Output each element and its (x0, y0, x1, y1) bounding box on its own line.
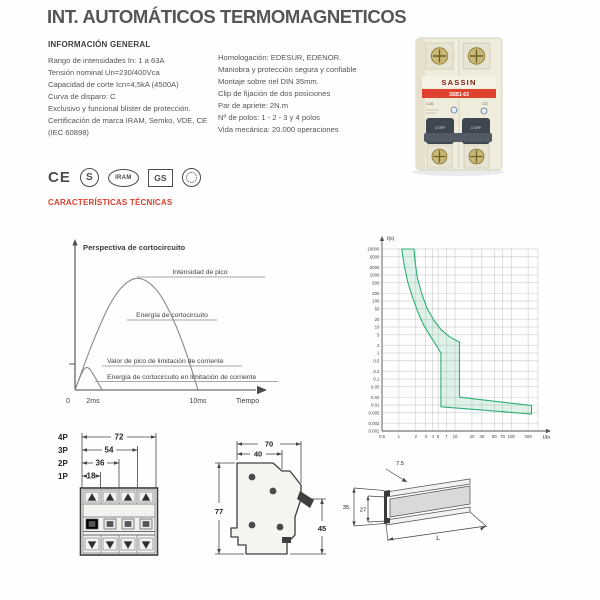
svg-text:45: 45 (317, 524, 327, 533)
sc-xlabel: Tiempo (236, 398, 260, 405)
sc-tick-10ms: 10ms (189, 398, 207, 405)
spec-line: Certificación de marca IRAM, Semko, VDE, CE (IEC 60898) (48, 116, 208, 137)
svg-text:0.02: 0.02 (370, 394, 380, 400)
svg-text:18: 18 (86, 471, 96, 481)
page-title: INT. AUTOMÁTICOS TERMOMAGNETICOS (47, 6, 407, 27)
svg-text:1000: 1000 (369, 272, 380, 278)
sc-label-limited-energy: Energía de cortocircuito en limitación de corriente (107, 374, 257, 381)
spec-line: Nº de polos: 1 - 2 - 3 y 4 polos (218, 113, 320, 122)
trip-xlabel: I/In (543, 435, 551, 441)
svg-text:1: 1 (397, 434, 401, 439)
toggle-text-2: O OFF (470, 126, 482, 130)
brand-text: SASSIN (441, 78, 477, 87)
svg-text:5: 5 (436, 434, 440, 439)
svg-text:500: 500 (372, 280, 380, 286)
svg-text:20: 20 (469, 434, 475, 439)
svg-text:0.5: 0.5 (378, 434, 386, 439)
spec-line: Clip de fijación de dos posiciones (218, 89, 331, 98)
svg-text:2000: 2000 (369, 264, 380, 270)
sc-reference-lines (95, 277, 278, 382)
svg-text:20: 20 (374, 316, 380, 322)
rating-text: C16 (426, 101, 434, 106)
trip-curve-chart (352, 233, 552, 462)
spec-line: Par de apriete: 2N.m (218, 101, 289, 110)
spec-line: Montaje sobre riel DIN 35mm. (218, 77, 319, 86)
svg-text:50: 50 (491, 434, 497, 439)
svg-text:3P: 3P (58, 446, 68, 455)
svg-text:1: 1 (377, 350, 380, 356)
svg-text:30: 30 (479, 434, 485, 439)
trip-band (402, 249, 532, 414)
svg-text:2P: 2P (58, 459, 68, 468)
shortcircuit-chart (50, 233, 360, 438)
sc-tick-2ms: 2ms (86, 398, 100, 405)
svg-text:100: 100 (507, 434, 515, 439)
trip-y-tick-labels (367, 247, 380, 434)
toggle-text-1: O OFF (434, 126, 446, 130)
svg-text:0.2: 0.2 (373, 368, 380, 374)
iram-mark-icon: IRAM (108, 169, 139, 187)
din-rail-drawing (338, 452, 493, 577)
front-dim-labels (58, 433, 68, 481)
sc-label-energy: Energía de cortocircuito (136, 312, 208, 319)
ce-mark-icon: CE (48, 169, 71, 186)
spec-line: Exclusivo y funcional blister de protección. (48, 104, 191, 113)
spec-column-left (48, 55, 216, 139)
svg-text:L: L (436, 535, 440, 542)
svg-text:200: 200 (372, 290, 380, 296)
svg-text:5000: 5000 (369, 254, 380, 260)
svg-text:0.1: 0.1 (373, 376, 380, 382)
spec-line: Capacidad de corte Icn=4,5kA (4500A) (48, 80, 179, 89)
ce-small-text: CE (482, 101, 489, 106)
svg-text:2: 2 (377, 342, 380, 348)
svg-text:1P: 1P (58, 472, 68, 481)
rail-end-section (384, 490, 390, 524)
svg-text:2: 2 (414, 434, 418, 439)
svg-text:0.05: 0.05 (370, 384, 380, 390)
svg-text:36: 36 (95, 458, 105, 468)
side-view-drawing (210, 437, 335, 577)
section-label-general: INFORMACIÓN GENERAL (48, 40, 151, 49)
sc-label-peak: Intensidad de pico (172, 269, 228, 276)
svg-text:7: 7 (445, 434, 448, 439)
svg-text:0.005: 0.005 (368, 410, 380, 416)
product-photo (396, 32, 520, 178)
svg-text:54: 54 (104, 445, 114, 455)
svg-text:40: 40 (253, 449, 263, 459)
breaker-side-shade (416, 38, 425, 170)
svg-text:70: 70 (500, 434, 505, 439)
sc-label-limited-peak: Valor de pico de limitación de corriente (107, 358, 224, 365)
svg-text:0.01: 0.01 (370, 402, 380, 408)
svg-text:3: 3 (424, 434, 427, 439)
semko-mark-icon: S (80, 168, 99, 187)
svg-text:77: 77 (214, 507, 224, 516)
model-text: 3SB1-63 (449, 91, 469, 98)
svg-text:200: 200 (524, 434, 532, 439)
svg-text:35: 35 (342, 505, 350, 511)
certification-marks (48, 168, 201, 187)
svg-text:4P: 4P (58, 433, 68, 442)
section-label-tech: CARACTERÍSTICAS TÉCNICAS (48, 198, 173, 207)
round-seal-icon (182, 168, 201, 187)
rail-body (386, 479, 470, 525)
spec-line: Curva de disparo: C (48, 92, 116, 101)
spec-line: Maniobra y protección segura y confiable (218, 65, 357, 74)
sc-title: Perspectiva de cortocircuito (83, 243, 186, 252)
front-dim-values (87, 433, 124, 481)
svg-text:0.001: 0.001 (368, 428, 380, 434)
side-din-clip (282, 537, 291, 543)
svg-text:7.5: 7.5 (395, 461, 405, 467)
trip-x-tick-labels (379, 434, 532, 439)
svg-text:0.5: 0.5 (373, 358, 380, 364)
trip-ylabel: t(s) (387, 236, 395, 242)
spec-line: Vida mecánica: 20.000 operaciones (218, 125, 339, 134)
sc-tick-0: 0 (66, 398, 70, 405)
svg-text:100: 100 (372, 298, 380, 304)
gs-mark-icon: GS (148, 169, 173, 187)
sc-yaxis-arrow (72, 239, 77, 246)
svg-text:10: 10 (452, 434, 458, 439)
side-toggle (297, 491, 314, 508)
svg-text:72: 72 (114, 432, 124, 442)
spec-line: Rango de intensidades In: 1 a 63A (48, 56, 165, 65)
svg-text:5: 5 (377, 332, 380, 338)
spec-column-right (218, 52, 396, 136)
spec-line: Tensión nominal Un=230/400Vca (48, 68, 160, 77)
svg-text:0.002: 0.002 (368, 420, 380, 426)
svg-text:27: 27 (359, 507, 367, 514)
svg-text:70: 70 (264, 439, 274, 449)
sc-xaxis-arrow (257, 386, 267, 394)
svg-text:10: 10 (374, 324, 380, 330)
svg-text:10000: 10000 (367, 246, 380, 252)
svg-text:50: 50 (374, 306, 380, 312)
spec-line: Homologación: EDESUR, EDENOR. (218, 53, 342, 62)
front-view-drawing (52, 428, 212, 578)
svg-text:4: 4 (431, 434, 434, 439)
